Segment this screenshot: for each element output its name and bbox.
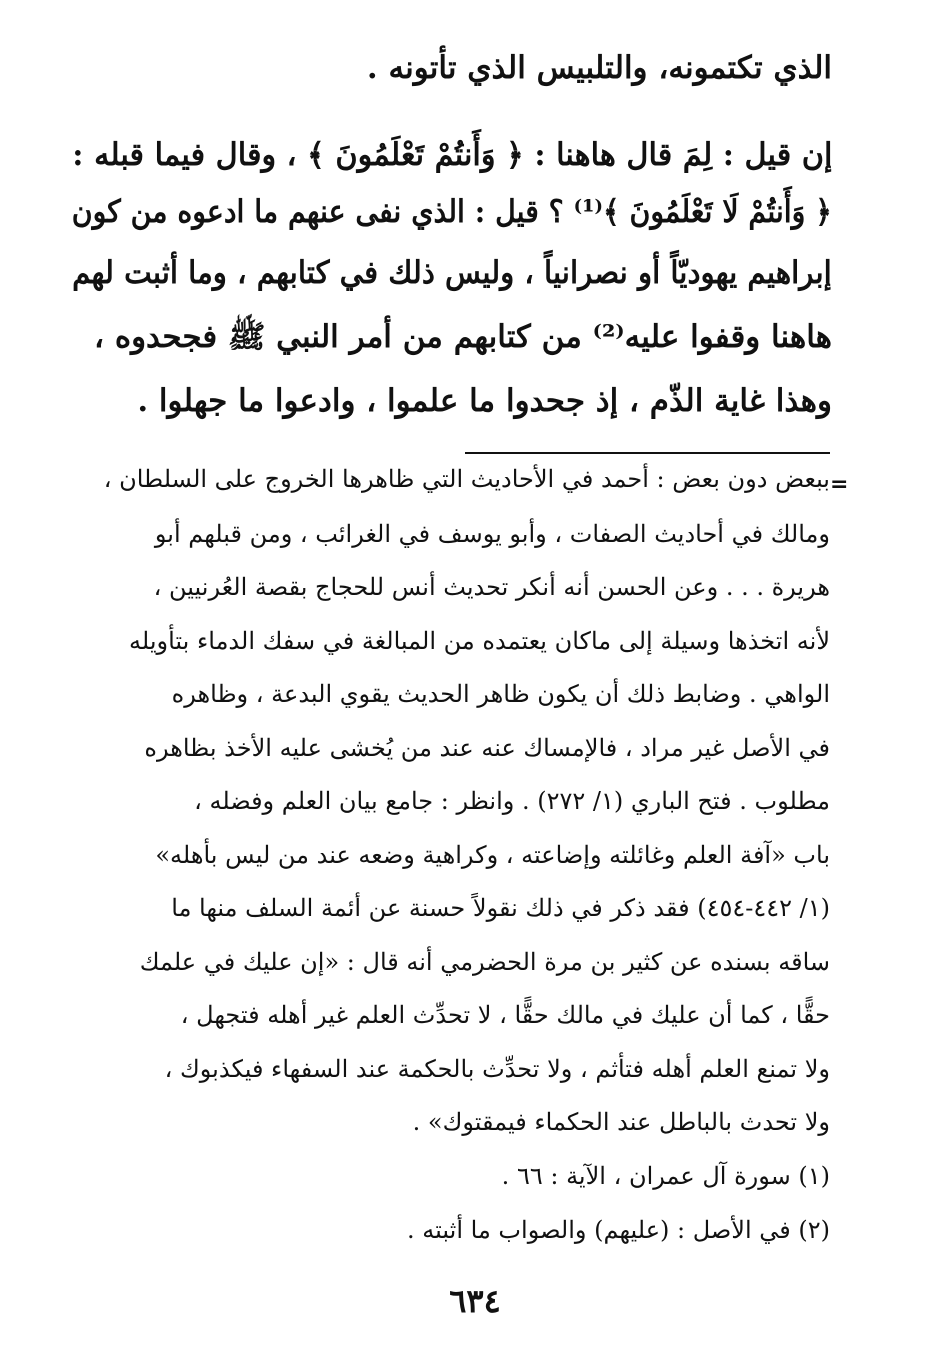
main-text-line: إبراهيم يهوديّاً أو نصرانياً ، وليس ذلك في كتابهم ، وما أثبت لهم bbox=[72, 255, 832, 291]
main-text-line: وهذا غاية الذّم ، إذ جحدوا ما علموا ، وادعوا ما جهلوا . bbox=[137, 383, 832, 419]
footnote-line: ساقه بسنده عن كثير بن مرة الحضرمي أنه قال : «إن عليك في علمك bbox=[139, 948, 830, 976]
footnote-line: هريرة . . . وعن الحسن أنه أنكر تحديث أنس للحجاج بقصة العُرنيين ، bbox=[153, 573, 830, 601]
footnote-line: ولا تمنع العلم أهله فتأثم ، ولا تحدِّث بالحكمة عند السفهاء فيكذبوك ، bbox=[164, 1055, 830, 1083]
main-text-line: إن قيل : لِمَ قال هاهنا : ﴿ وَأَنتُمْ تَعْلَمُونَ ﴾ ، وقال فيما قبله : bbox=[71, 137, 832, 173]
footnote-2: (٢) في الأصل : (عليهم) والصواب ما أثبته . bbox=[407, 1216, 830, 1244]
main-text-line: ﴿ وَأَنتُمْ لَا تَعْلَمُونَ ﴾⁽¹⁾ ؟ قيل : الذي نفى عنهم ما ادعوه من كون bbox=[71, 194, 832, 230]
footnote-line: ولا تحدث بالباطل عند الحكماء فيمقتوك» . bbox=[412, 1108, 830, 1136]
footnote-line: ببعض دون بعض : أحمد في الأحاديث التي ظاهرها الخروج على السلطان ، bbox=[103, 465, 830, 493]
footnote-line: لأنه اتخذها وسيلة إلى ماكان يعتمده من المبالغة في سفك الدماء بتأويله bbox=[129, 627, 830, 655]
footnote-line: مطلوب . فتح الباري (١/ ٢٧٢) . وانظر : جامع بيان العلم وفضله ، bbox=[194, 787, 830, 815]
page-number: ٦٣٤ bbox=[449, 1282, 501, 1320]
footnote-line: حقًّا ، كما أن عليك في مالك حقًّا ، لا تحدِّث العلم غير أهله فتجهل ، bbox=[180, 1001, 830, 1029]
footnote-line: باب «آفة العلم وغائلته وإضاعته ، وكراهية وضعه عند من ليس بأهله» bbox=[155, 841, 830, 869]
footnote-line: (١/ ٤٤٢-٤٥٤) فقد ذكر في ذلك نقولاً حسنة عن أئمة السلف منها ما bbox=[171, 894, 830, 922]
footnote-continuation-marker: = bbox=[830, 472, 849, 497]
main-text-line: الذي تكتمونه، والتلبيس الذي تأتونه . bbox=[366, 50, 832, 86]
footnote-line: ومالك في أحاديث الصفات ، وأبو يوسف في الغرائب ، ومن قبلهم أبو bbox=[154, 520, 830, 548]
main-text-line: هاهنا وقفوا عليه⁽²⁾ من كتابهم من أمر النبي ﷺ فجحدوه ، bbox=[94, 319, 832, 355]
footnote-line: في الأصل غير مراد ، فالإمساك عنه عند من يُخشى عليه الأخذ بظاهره bbox=[144, 734, 830, 762]
footnote-separator bbox=[465, 452, 830, 454]
footnote-line: الواهي . وضابط ذلك أن يكون ظاهر الحديث يقوي البدعة ، وظاهره bbox=[171, 680, 830, 708]
footnote-1: (١) سورة آل عمران ، الآية : ٦٦ . bbox=[501, 1162, 830, 1190]
